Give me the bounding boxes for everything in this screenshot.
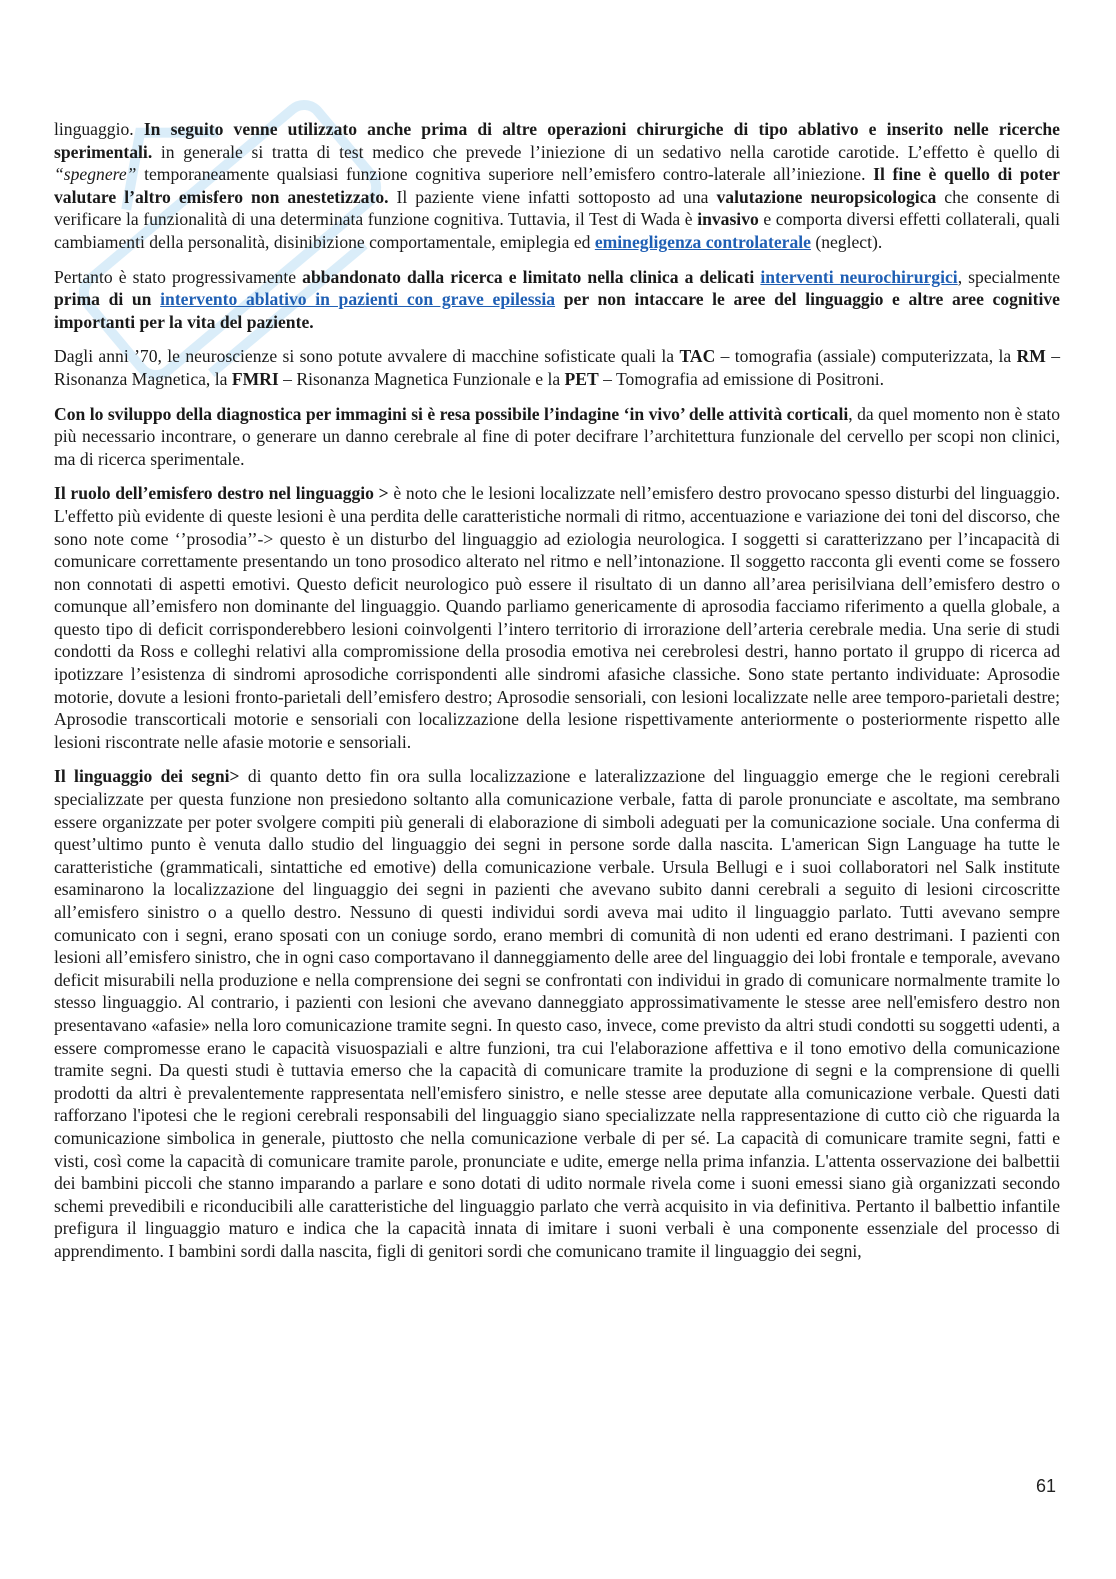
paragraph bbox=[54, 266, 1060, 334]
text-run: di quanto detto fin ora sulla localizzazione e lateralizzazione del linguaggio emerge che le regioni cerebrali specializzate per questa funzione non presiedono soltanto alla comunicazione verbale, fatta di parole pronunciate e ascoltate, ma sembrano essere organizzate per poter svolgere compiti più generali di elaborazione di simboli adeguati per la comunicazione sociale. Una conferma di quest’ultimo punto è venuta dallo studio del linguaggio dei segni in persone sorde dalla nascita. L'american Sign Language ha tutte le caratteristiche (grammaticali, sintattiche ed emotive) della comunicazione verbale. Ursula Bellugi e i suoi collaboratori nel Salk institute esaminarono la localizzazione del linguaggio dei segni in pazienti che avevano subito danni cerebrali a seguito di lesioni circoscritte all’emisfero sinistro o a quello destro. Nessuno di questi individui sordi aveva mai udito il linguaggio parlato. Tutti avevano sempre comunicato con i segni, erano sposati con un coniuge sordo, erano membri di comunità di non udenti ed erano destrimani. I pazienti con lesioni all’emisfero sinistro, che in ogni caso comportavano il danneggiamento delle aree del linguaggio dei lobi frontale e temporale, avevano deficit misurabili nella produzione e nella comprensione dei segni se confrontati con individui in grado di comunicare normalmente tramite lo stesso linguaggio. Al contrario, i pazienti con lesioni che avevano danneggiato approssimativamente le stesse aree nell'emisfero destro non presentavano «afasie» nella loro comunicazione tramite segni. In questo caso, invece, come previsto da altri studi condotti su soggetti udenti, a essere compromesse erano le capacità visuospaziali e altre funzioni, tra cui l'elaborazione affettiva e il tono emotivo della comunicazione tramite segni. Da questi studi è tuttavia emerso che la capacità di comunicare tramite la produzione di segni e la comprensione di quelli prodotti da altri è prevalentemente rappresentata nell'emisfero sinistro, e nelle stesse aree deputate alla comunicazione verbale. Questi dati rafforzano l'ipotesi che le regioni cerebrali responsabili del linguaggio siano specializzate nella rappresentazione di cutto ciò che riguarda la comunicazione simbolica in generale, piuttosto che nella comunicazione verbale di per sé. La capacità di comunicare tramite segni, fatti e visti, così come la capacità di comunicare tramite parole, pronunciate e udite, emerge nella prima infanzia. L'attenta osservazione dei balbettii dei bambini piccoli che stanno imparando a parlare e sono dotati di udito normale rivela come i suoni emessi siano già organizzati secondo schemi prevedibili e riconducibili alle caratteristiche del linguaggio parlato che verrà acquisito in via definitiva. Pertanto il balbettio infantile prefigura il linguaggio maturo e indica che la capacità innata di imitare i suoni verbali è una componente essenziale del processo di apprendimento. I bambini sordi dalla nascita, figli di genitori sordi che comunicano tramite il linguaggio dei segni, bbox=[54, 766, 1061, 1261]
hyperlink[interactable]: eminegligenza controlaterale bbox=[594, 231, 811, 252]
text-run: Il paziente viene infatti sottoposto ad una bbox=[388, 186, 717, 207]
bold-text: Il fine è quello di poter valutare l’altro emisfero non anestetizzato. bbox=[54, 164, 1060, 207]
bold-text: abbandonato dalla ricerca e limitato nella clinica a delicati bbox=[302, 266, 755, 287]
page-number: 61 bbox=[1035, 1476, 1056, 1496]
text-run: Dagli anni ’70, le neuroscienze si sono potute avvalere di macchine sofisticate quali la bbox=[54, 346, 680, 367]
text-run: – Tomografia ad emissione di Positroni. bbox=[598, 368, 885, 389]
paragraph bbox=[54, 345, 1060, 390]
text-run: Pertanto è stato progressivamente bbox=[54, 266, 303, 287]
paragraph bbox=[54, 765, 1060, 1262]
hyperlink[interactable]: interventi neurochirurgici bbox=[760, 266, 958, 287]
text-run: , da quel momento non è stato più necessario incontrare, o generare un danno cerebrale al fine di poter decifrare l’architettura funzionale del cervello per scopi non clinici, ma di ricerca sperimentale. bbox=[54, 403, 1061, 469]
bold-text: per non intaccare le aree del linguaggio e altre aree cognitive importanti per la vita del paziente. bbox=[54, 289, 1060, 332]
text-run: (neglect). bbox=[810, 231, 883, 252]
hyperlink[interactable]: intervento ablativo in pazienti con grave epilessia bbox=[160, 289, 556, 310]
text-run: è noto che le lesioni localizzate nell’emisfero destro provocano spesso disturbi del linguaggio. L'effetto più evidente di queste lesioni è una perdita delle caratteristiche normali di ritmo, accentuazione e variazione dei toni del discorso, che sono note come ‘’prosodia’’-> questo è un disturbo del linguaggio ad eziologia neurologica. I soggetti si caratterizzano per l’incapacità di comunicare correttamente presentando un tono prosodico alterato nel ritmo e nell’intonazione. Il soggetto racconta gli eventi come se fossero non connotati di aspetti emotivi. Questo deficit neurologico può essere il risultato di un danno all’area perisilviana dell’emisfero destro o comunque all’emisfero non dominante del linguaggio. Quando parliamo genericamente di aprosodia facciamo riferimento a quella globale, a questo tipo di deficit corrisponderebbero lesioni coinvolgenti l’intero territorio di irrorazione dell’arteria cerebrale media. Una serie di studi condotti da Ross e colleghi relativi alla compromissione della prosodia emotiva nei cerebrolesi destri, hanno portato il gruppo di ricerca ad ipotizzare l’esistenza di sindromi aprosodiche corrispondenti alle sindromi afasiche classiche. Sono state pertanto individuate: Aprosodie motorie, dovute a lesioni fronto-parietali dell’emisfero destro; Aprosodie sensoriali, con lesioni localizzate nelle aree temporo-parietali destre; Aprosodie transcorticali motorie e sensoriali con localizzazione della lesione rispettivamente anteriormente o posteriormente rispetto alle lesioni riscontrate nelle afasie motorie e sensoriali. bbox=[54, 483, 1060, 752]
text-run: che consente di verificare la funzionalità di una determinata funzione cognitiva. Tuttavia, il Test di Wada è bbox=[54, 186, 1060, 230]
bold-text: RM bbox=[1016, 346, 1046, 367]
bold-text: TAC bbox=[679, 346, 716, 367]
text-run: linguaggio. bbox=[54, 119, 144, 139]
bold-text: prima di un bbox=[54, 289, 152, 310]
document-body bbox=[54, 118, 1060, 1275]
bold-text: FMRI bbox=[231, 368, 279, 389]
text-run: , specialmente bbox=[957, 266, 1061, 287]
text-run: in generale si tratta di test medico che prevede l’iniezione di un sedativo nella carotide carotide. L’effetto è quello di bbox=[152, 141, 1060, 162]
text-run: e comporta diversi effetti collaterali, quali cambiamenti della personalità, disinibizione comportamentale, emiplegia ed bbox=[54, 209, 1061, 252]
bold-text: Il linguaggio dei segni> bbox=[54, 766, 240, 787]
text-run: – tomografia (assiale) computerizzata, la bbox=[715, 346, 1017, 367]
bold-text: Con lo sviluppo della diagnostica per immagini si è resa possibile l’indagine ‘in vivo’ delle attività corticali bbox=[54, 403, 849, 424]
italic-text: “spegnere” bbox=[54, 164, 137, 185]
text-run bbox=[555, 289, 564, 309]
paragraph bbox=[54, 482, 1060, 753]
paragraph bbox=[54, 118, 1060, 254]
bold-text: invasivo bbox=[697, 209, 759, 230]
bold-text: PET bbox=[564, 368, 599, 389]
paragraph bbox=[54, 403, 1060, 471]
bold-text: valutazione neuropsicologica bbox=[716, 186, 937, 207]
bold-text: Il ruolo dell’emisfero destro nel linguaggio > bbox=[54, 483, 389, 504]
text-run: temporaneamente qualsiasi funzione cognitiva superiore nell’emisfero contro-laterale all’iniezione. bbox=[136, 164, 874, 185]
text-run bbox=[151, 289, 160, 309]
text-run: – Risonanza Magnetica, la bbox=[54, 346, 1060, 389]
text-run: – Risonanza Magnetica Funzionale e la bbox=[278, 368, 565, 389]
bold-text: In seguito venne utilizzato anche prima di altre operazioni chirurgiche di tipo ablativo e inserito nelle ricerche sperimentali. bbox=[54, 119, 1060, 162]
